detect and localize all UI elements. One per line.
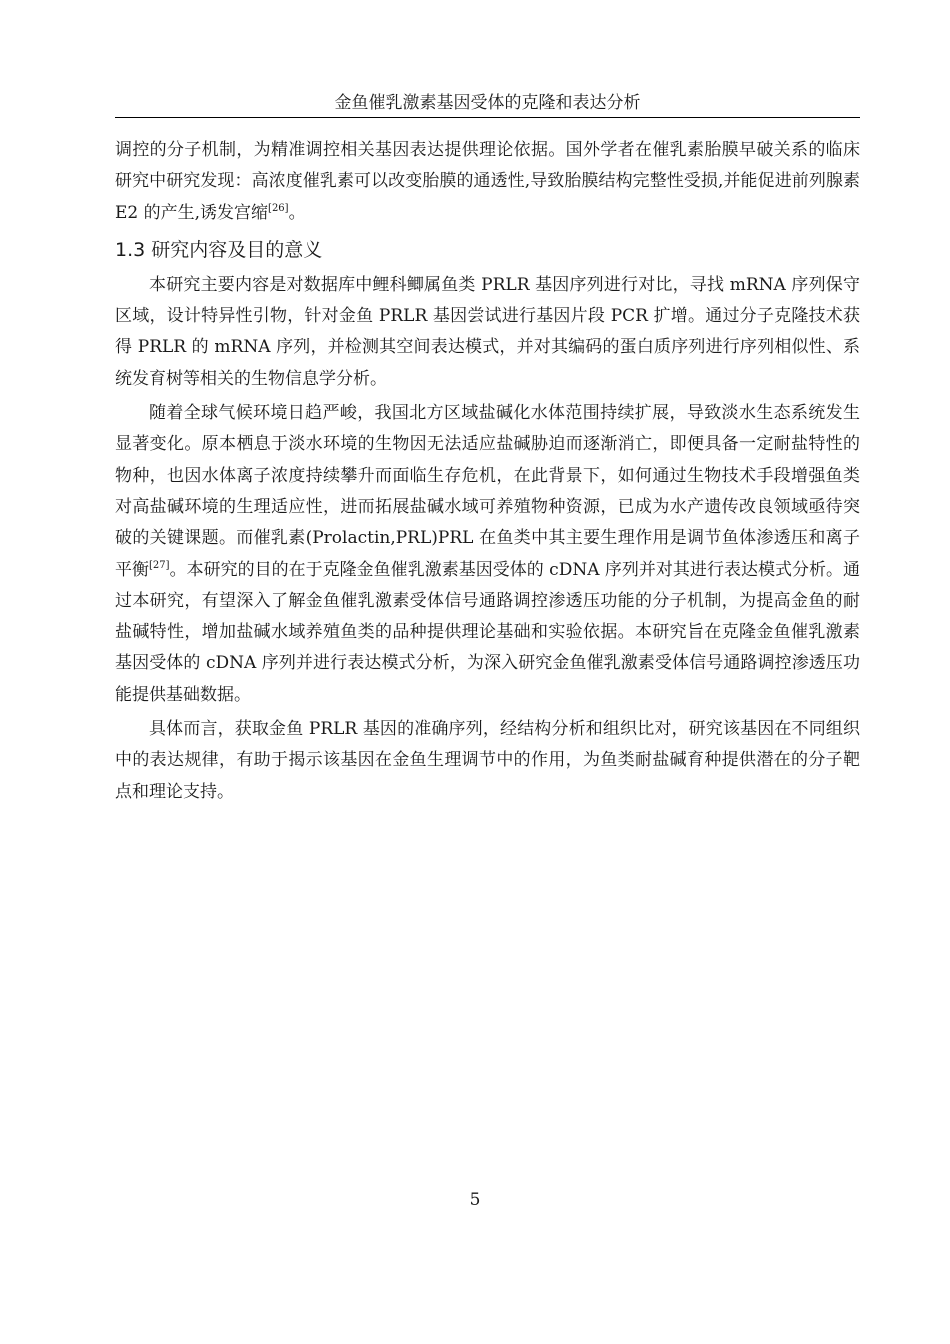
paragraph-text: 调控的分子机制，为精准调控相关基因表达提供理论依据。国外学者在催乳素胎膜早破关系的临床研究中研究发现：高浓度催乳素可以改变胎膜的通透性,导致胎膜结构完整性受损,并能促进前列腺素 E2 的产生,诱发宫缩: [115, 140, 860, 223]
citation: [27]: [149, 559, 170, 571]
citation: [26]: [268, 202, 289, 214]
running-header: 金鱼催乳激素基因受体的克隆和表达分析: [334, 93, 641, 113]
paragraph-continuation: [115, 135, 860, 229]
page-body: [115, 135, 860, 808]
section-heading: 1.3 研究内容及目的意义: [115, 238, 323, 261]
paragraph-specific-aims: 具体而言，获取金鱼 PRLR 基因的准确序列，经结构分析和组织比对，研究该基因在不同组织中的表达规律，有助于揭示该基因在金鱼生理调节中的作用，为鱼类耐盐碱育种提供潜在的分子靶点和理论支持。: [115, 719, 860, 802]
paragraph-text: 。本研究的目的在于克隆金鱼催乳激素基因受体的 cDNA 序列并对其进行表达模式分析。通过本研究，有望深入了解金鱼催乳激素受体信号通路调控渗透压功能的分子机制，为提高金鱼的耐盐碱特性，增加盐碱水域养殖鱼类的品种提供理论基础和实验依据。本研究旨在克隆金鱼催乳激素基因受体的 cDNA 序列并进行表达模式分析，为深入研究金鱼催乳激素受体信号通路调控渗透压功能提供基础数据。: [115, 559, 861, 705]
header-rule: [115, 117, 860, 118]
page-number: 5: [469, 1190, 481, 1210]
paragraph-end: 。: [288, 202, 306, 223]
paragraph-research-significance: [115, 398, 860, 711]
paragraph-research-content: 本研究主要内容是对数据库中鲤科鲫属鱼类 PRLR 基因序列进行对比，寻找 mRNA 序列保守区域，设计特异性引物，针对金鱼 PRLR 基因尝试进行基因片段 PCR 扩增。通过分子克隆技术获得 PRLR 的 mRNA 序列，并检测其空间表达模式，并对其编码的蛋白质序列进行序列相似性、系统发育树等相关的生物信息学分析。: [115, 274, 860, 389]
paragraph-text: 随着全球气候环境日趋严峻，我国北方区域盐碱化水体范围持续扩展，导致淡水生态系统发生显著变化。原本栖息于淡水环境的生物因无法适应盐碱胁迫而逐渐消亡，即便具备一定耐盐特性的物种，也因水体离子浓度持续攀升而面临生存危机，在此背景下，如何通过生物技术手段增强鱼类对高盐碱环境的生理适应性，进而拓展盐碱水域可养殖物种资源，已成为水产遗传改良领域亟待突破的关键课题。而催乳素(Prolactin,PRL)PRL 在鱼类中其主要生理作用是调节鱼体渗透压和离子平衡: [115, 403, 860, 580]
